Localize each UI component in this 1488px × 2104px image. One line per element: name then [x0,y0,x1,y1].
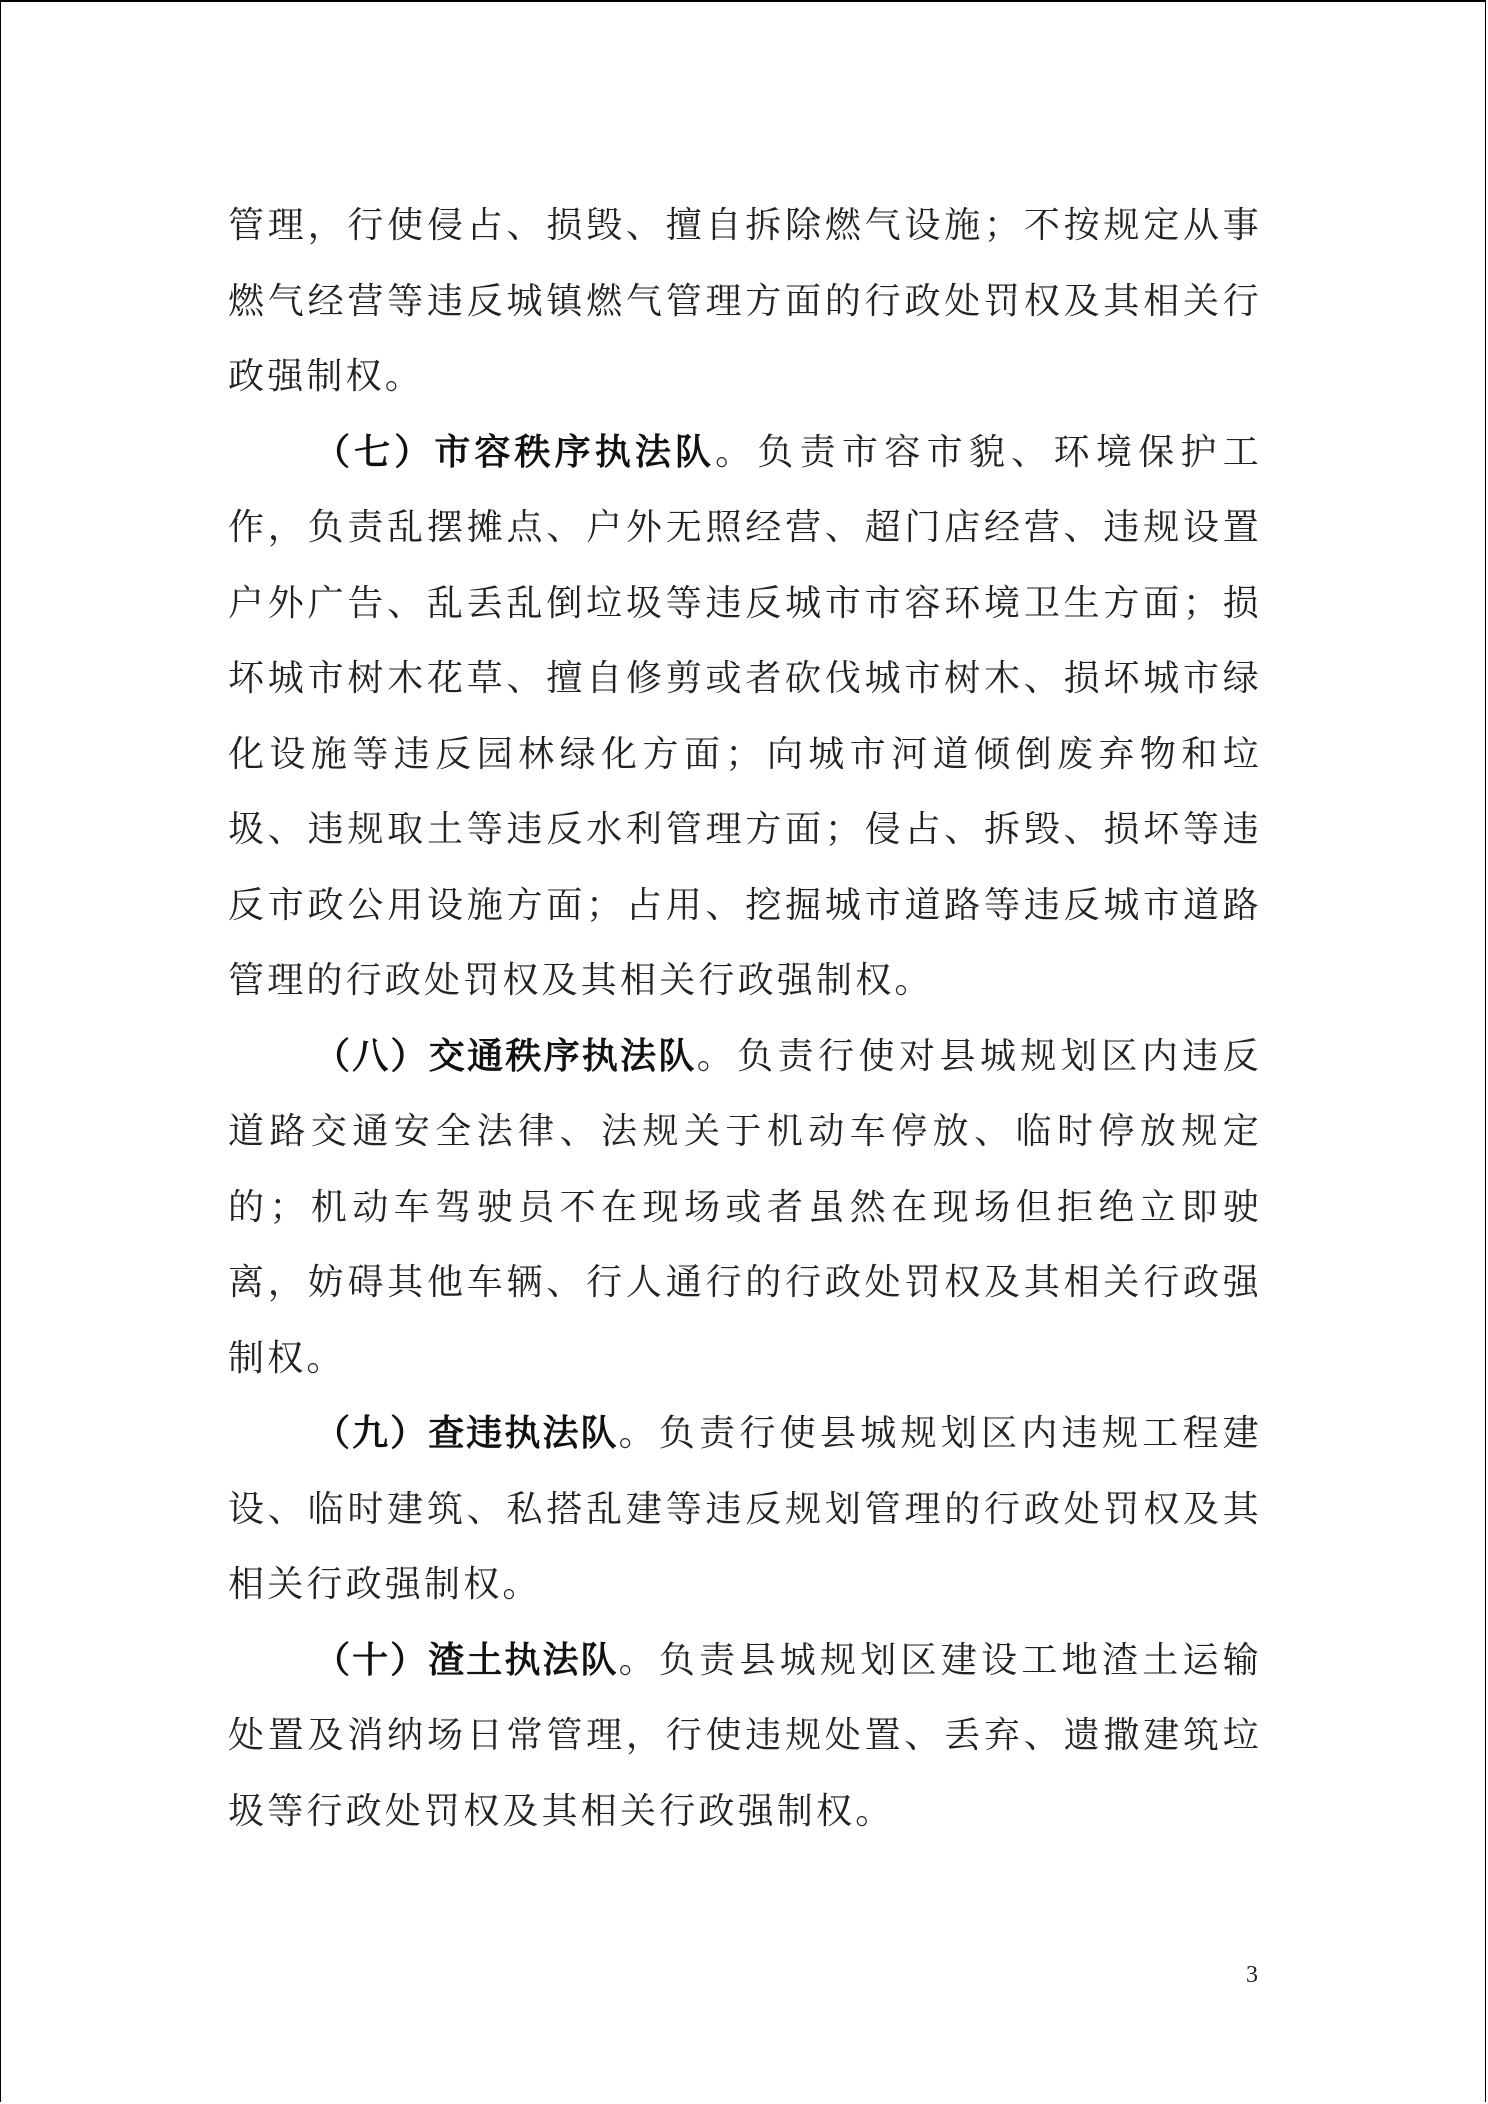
paragraph-text: 。负责行使县城规划区内违规工程建设、临时建筑、私搭乱建等违反规划管理的行政处罚权及其相关行政强制权。 [228,1413,1262,1605]
document-body [228,188,1262,1849]
paragraph-section-8 [228,1019,1262,1397]
paragraph-section-9 [228,1396,1262,1623]
paragraph-section-10 [228,1623,1262,1850]
section-heading: （九）查违执法队 [314,1413,619,1454]
page-number: 3 [1246,1962,1258,1988]
paragraph-text: 管理，行使侵占、损毁、擅自拆除燃气设施；不按规定从事燃气经营等违反城镇燃气管理方面的行政处罚权及其相关行政强制权。 [228,205,1262,397]
paragraph-text: 。负责县城规划区建设工地渣土运输处置及消纳场日常管理，行使违规处置、丢弃、遗撒建筑垃圾等行政处罚权及其相关行政强制权。 [228,1639,1262,1832]
section-heading: （十）渣土执法队 [314,1639,619,1681]
paragraph-section-7 [228,415,1262,1019]
paragraph-continuation [228,188,1262,415]
section-heading: （八）交通秩序执法队 [314,1035,697,1077]
paragraph-text: 。负责市容市貌、环境保护工作，负责乱摆摊点、户外无照经营、超门店经营、违规设置户外广告、乱丢乱倒垃圾等违反城市市容环境卫生方面；损坏城市树木花草、擅自修剪或者砍伐城市树木、损坏城市绿化设施等违反园林绿化方面；向城市河道倾倒废弃物和垃圾、违规取土等违反水利管理方面；侵占、拆毁、损坏等违反市政公用设施方面；占用、挖掘城市道路等违反城市道路管理的行政处罚权及其相关行政强制权。 [228,431,1262,1001]
paragraph-text: 。负责行使对县城规划区内违反道路交通安全法律、法规关于机动车停放、临时停放规定的；机动车驾驶员不在现场或者虽然在现场但拒绝立即驶离，妨碍其他车辆、行人通行的行政处罚权及其相关行政强制权。 [228,1035,1262,1379]
section-heading: （七）市容秩序执法队 [314,431,716,473]
